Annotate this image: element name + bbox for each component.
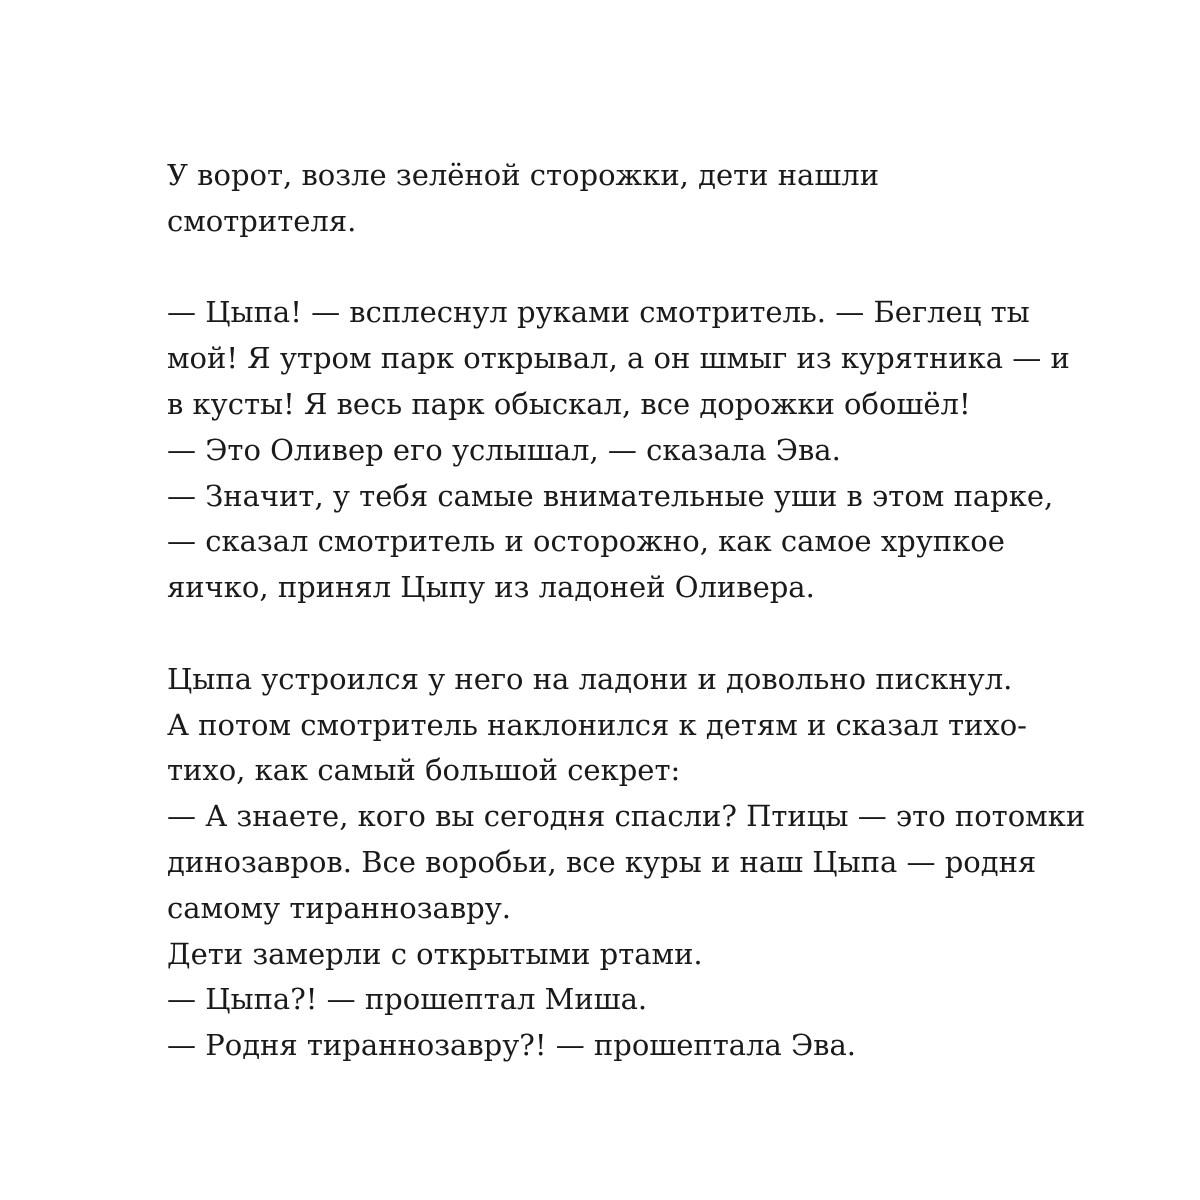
text-line: Дети замерли с открытыми ртами.: [167, 936, 703, 971]
text-line: яичко, принял Цыпу из ладоней Оливера.: [167, 570, 815, 605]
text-line: — Это Оливер его услышал, — сказала Эва.: [167, 432, 841, 467]
text-line: А потом смотритель наклонился к детям и сказал тихо-: [167, 707, 1027, 742]
paragraph-dialogue: [167, 290, 1127, 611]
text-line: — Значит, у тебя самые внимательные уши в этом парке,: [167, 478, 1054, 513]
paragraph-secret: [167, 657, 1127, 1069]
text-line: — сказал смотритель и осторожно, как самое хрупкое: [167, 524, 1005, 559]
text-line: — Родня тираннозавру?! — прошептала Эва.: [167, 1028, 857, 1063]
text-line: тихо, как самый большой секрет:: [167, 753, 681, 788]
text-line: Цыпа устроился у него на ладони и довольно пискнул.: [167, 661, 1013, 696]
text-line: динозавров. Все воробьи, все куры и наш Цыпа — родня: [167, 844, 1037, 879]
story-text: [167, 153, 1127, 1069]
paragraph-gate: [167, 153, 1127, 245]
text-line: самому тираннозавру.: [167, 890, 512, 925]
text-line: мой! Я утром парк открывал, а он шмыг из курятника — и: [167, 341, 1070, 376]
text-line: смотрителя.: [167, 203, 357, 238]
text-line: — Цыпа! — всплеснул руками смотритель. — Беглец ты: [167, 295, 1030, 330]
text-line: У ворот, возле зелёной сторожки, дети нашли: [167, 158, 880, 192]
text-line: в кусты! Я весь парк обыскал, все дорожки обошёл!: [167, 386, 971, 421]
text-line: — А знаете, кого вы сегодня спасли? Птицы — это потомки: [167, 799, 1086, 834]
text-line: — Цыпа?! — прошептал Миша.: [167, 982, 648, 1017]
